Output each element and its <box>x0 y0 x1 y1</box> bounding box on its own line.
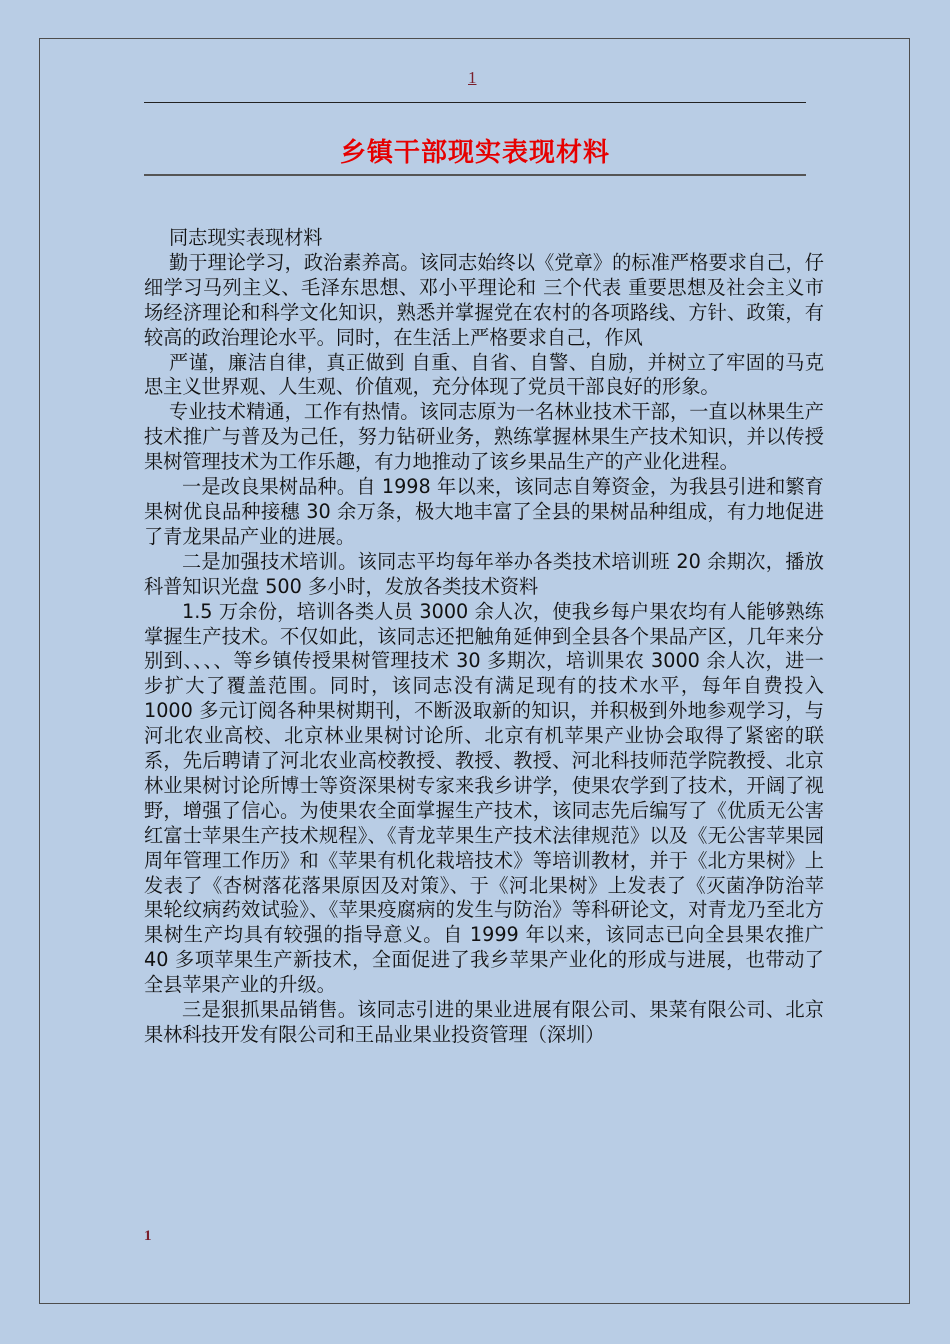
header-divider <box>144 102 806 103</box>
title-divider <box>144 174 806 176</box>
paragraph: 专业技术精通，工作有热情。该同志原为一名林业技术干部，一直以林果生产技术推广与普及为己任，努力钻研业务，熟练掌握林果生产技术知识，并以传授果树管理技术为工作乐趣，有力地推动了该乡果品生产的产业化进程。 <box>144 400 824 474</box>
paragraph: 一是改良果树品种。自 1998 年以来，该同志自筹资金，为我县引进和繁育果树优良品种接穗 30 余万条，极大地丰富了全县的果树品种组成，有力地促进了青龙果品产业的进展。 <box>144 475 824 548</box>
header-page-number: 1 <box>468 68 477 87</box>
document-body <box>144 226 824 1048</box>
footer-page-number: 1 <box>144 1228 152 1244</box>
paragraph: 勤于理论学习，政治素养高。该同志始终以《党章》的标准严格要求自己，仔细学习马列主义、毛泽东思想、邓小平理论和 三个代表 重要思想及社会主义市场经济理论和科学文化知识，熟悉并掌握党在农村的各项路线、方针、政策，有较高的政治理论水平。同时，在生活上严格要求自己，作风 <box>144 250 824 349</box>
paragraph: 1.5 万余份，培训各类人员 3000 余人次，使我乡每户果农均有人能够熟练掌握生产技术。不仅如此，该同志还把触角延伸到全县各个果品产区，几年来分别到、、、、等乡镇传授果树管理技术 30 多期次，培训果农 3000 余人次，进一步扩大了覆盖范围。同时，该同志没有满足现有的技术水平，每年自费投入 1000 多元订阅各种果树期刊，不断汲取新的知识，并积极到外地参观学习，与河北农业高校、北京林业果树讨论所、北京有机苹果产业协会取得了紧密的联系，先后聘请了河北农业高校教授、教授、教授、河北科技师范学院教授、北京林业果树讨论所博士等资深果树专家来我乡讲学，使果农学到了技术，开阔了视野，增强了信心。为使果农全面掌握生产技术，该同志先后编写了《优质无公害红富士苹果生产技术规程》、《青龙苹果生产技术法律规范》以及《无公害苹果园周年管理工作历》和《苹果有机化栽培技术》等培训教材，并于《北方果树》上发表了《杏树落花落果原因及对策》、于《河北果树》上发表了《灭菌净防治苹果轮纹病药效试验》、《苹果疫腐病的发生与防治》等科研论文，对青龙乃至北方果树生产均具有较强的指导意义。自 1999 年以来，该同志已向全县果农推广 40 多项苹果生产新技术，全面促进了我乡苹果产业化的形成与进展，也带动了全县苹果产业的升级。 <box>144 599 824 997</box>
paragraph: 三是狠抓果品销售。该同志引进的果业进展有限公司、果菜有限公司、北京果林科技开发有限公司和王品业果业投资管理（深圳） <box>144 998 824 1046</box>
document-title: 乡镇干部现实表现材料 <box>339 138 610 168</box>
paragraph: 二是加强技术培训。该同志平均每年举办各类技术培训班 20 余期次，播放科普知识光盘 500 多小时，发放各类技术资料 <box>144 549 824 598</box>
paragraph: 严谨，廉洁自律，真正做到 自重、自省、自警、自励，并树立了牢固的马克思主义世界观、人生观、价值观，充分体现了党员干部良好的形象。 <box>144 350 824 399</box>
paragraph-heading: 同志现实表现材料 <box>169 226 323 249</box>
